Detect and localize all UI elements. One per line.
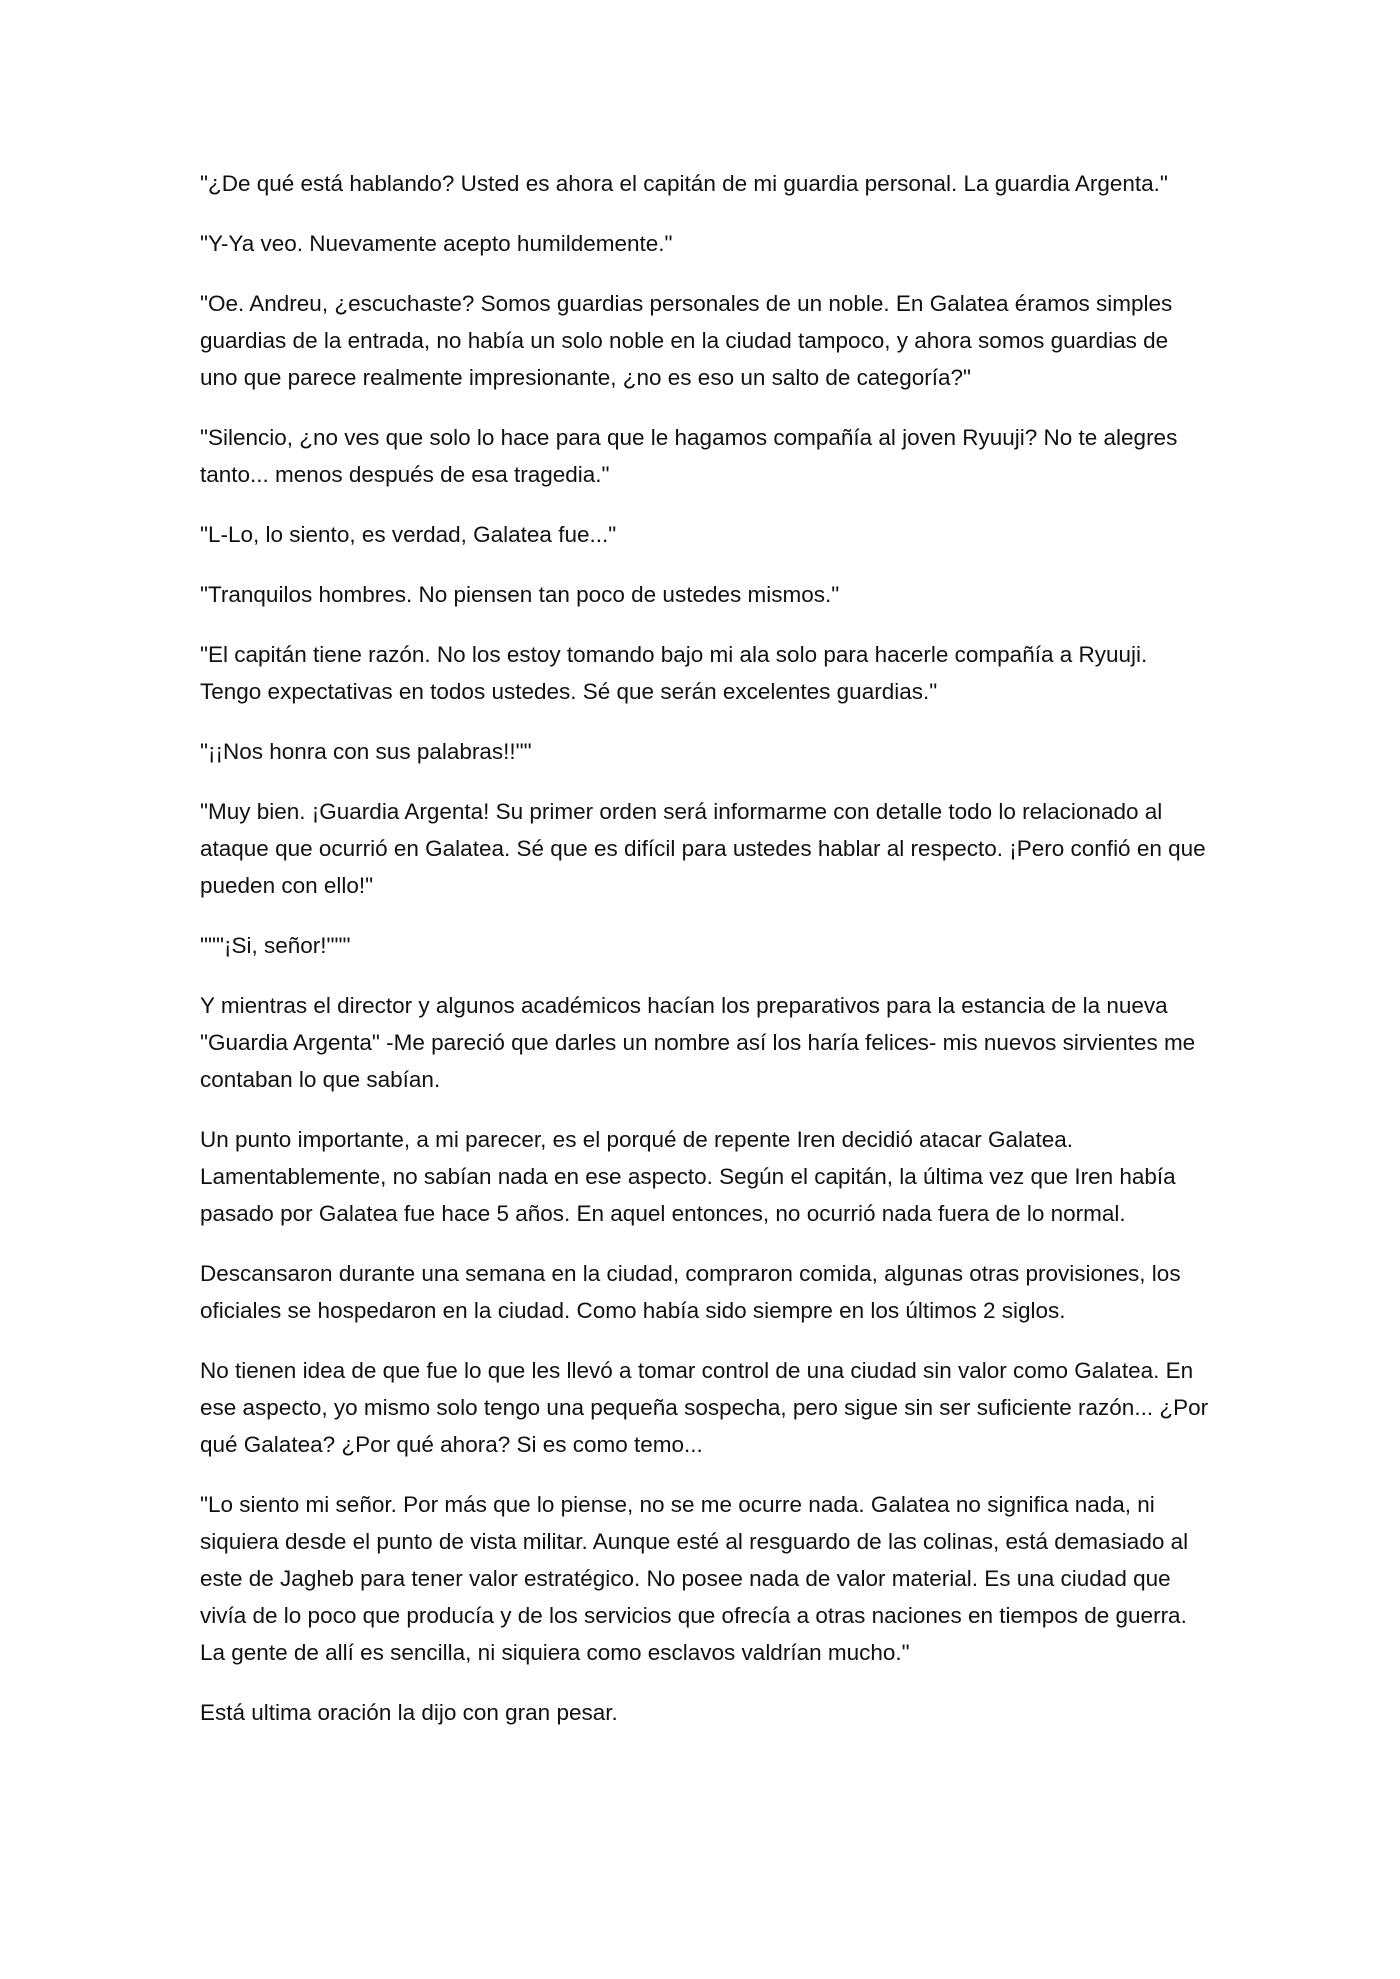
paragraph: Descansaron durante una semana en la ciudad, compraron comida, algunas otras provisiones, los oficiales se hospedaron en la ciudad. Como había sido siempre en los últimos 2 siglos.: [200, 1261, 1181, 1323]
paragraph: "¿De qué está hablando? Usted es ahora el capitán de mi guardia personal. La guardia Argenta.": [200, 171, 1168, 196]
paragraph: "L-Lo, lo siento, es verdad, Galatea fue...": [200, 522, 617, 547]
paragraph: Está ultima oración la dijo con gran pesar.: [200, 1700, 618, 1725]
paragraph: "El capitán tiene razón. No los estoy tomando bajo mi ala solo para hacerle compañía a Ryuuji. Tengo expectativas en todos ustedes. Sé que serán excelentes guardias.": [200, 642, 1148, 704]
paragraph: "Oe. Andreu, ¿escuchaste? Somos guardias personales de un noble. En Galatea éramos simples guardias de la entrada, no había un solo noble en la ciudad tampoco, y ahora somos guardias de uno que parece realmente impresionante, ¿no es eso un salto de categoría?": [200, 291, 1173, 390]
document-body: [200, 165, 1210, 1754]
paragraph: "¡¡Nos honra con sus palabras!!"": [200, 739, 532, 764]
paragraph: Un punto importante, a mi parecer, es el porqué de repente Iren decidió atacar Galatea. Lamentablemente, no sabían nada en ese aspecto. Según el capitán, la última vez que Iren había pasado por Galatea fue hace 5 años. En aquel entonces, no ocurrió nada fuera de lo normal.: [200, 1127, 1176, 1226]
paragraph: "Silencio, ¿no ves que solo lo hace para que le hagamos compañía al joven Ryuuji? No te alegres tanto... menos después de esa tragedia.": [200, 425, 1178, 487]
paragraph: """¡Si, señor!""": [200, 933, 351, 958]
paragraph: "Y-Ya veo. Nuevamente acepto humildemente.": [200, 231, 673, 256]
paragraph: "Lo siento mi señor. Por más que lo piense, no se me ocurre nada. Galatea no significa nada, ni siquiera desde el punto de vista militar. Aunque esté al resguardo de las colinas, está demasiado al este de Jagheb para tener valor estratégico. No posee nada de valor material. Es una ciudad que vivía de lo poco que producía y de los servicios que ofrecía a otras naciones en tiempos de guerra. La gente de allí es sencilla, ni siquiera como esclavos valdrían mucho.": [200, 1492, 1189, 1665]
paragraph: No tienen idea de que fue lo que les llevó a tomar control de una ciudad sin valor como Galatea. En ese aspecto, yo mismo solo tengo una pequeña sospecha, pero sigue sin ser suficiente razón... ¿Por qué Galatea? ¿Por qué ahora? Si es como temo...: [200, 1358, 1209, 1457]
paragraph: "Tranquilos hombres. No piensen tan poco de ustedes mismos.": [200, 582, 840, 607]
paragraph: Y mientras el director y algunos académicos hacían los preparativos para la estancia de la nueva "Guardia Argenta" -Me pareció que darles un nombre así los haría felices- mis nuevos sirvientes me contaban lo que sabían.: [200, 993, 1196, 1092]
paragraph: "Muy bien. ¡Guardia Argenta! Su primer orden será informarme con detalle todo lo relacionado al ataque que ocurrió en Galatea. Sé que es difícil para ustedes hablar al respecto. ¡Pero confió en que pueden con ello!": [200, 799, 1206, 898]
